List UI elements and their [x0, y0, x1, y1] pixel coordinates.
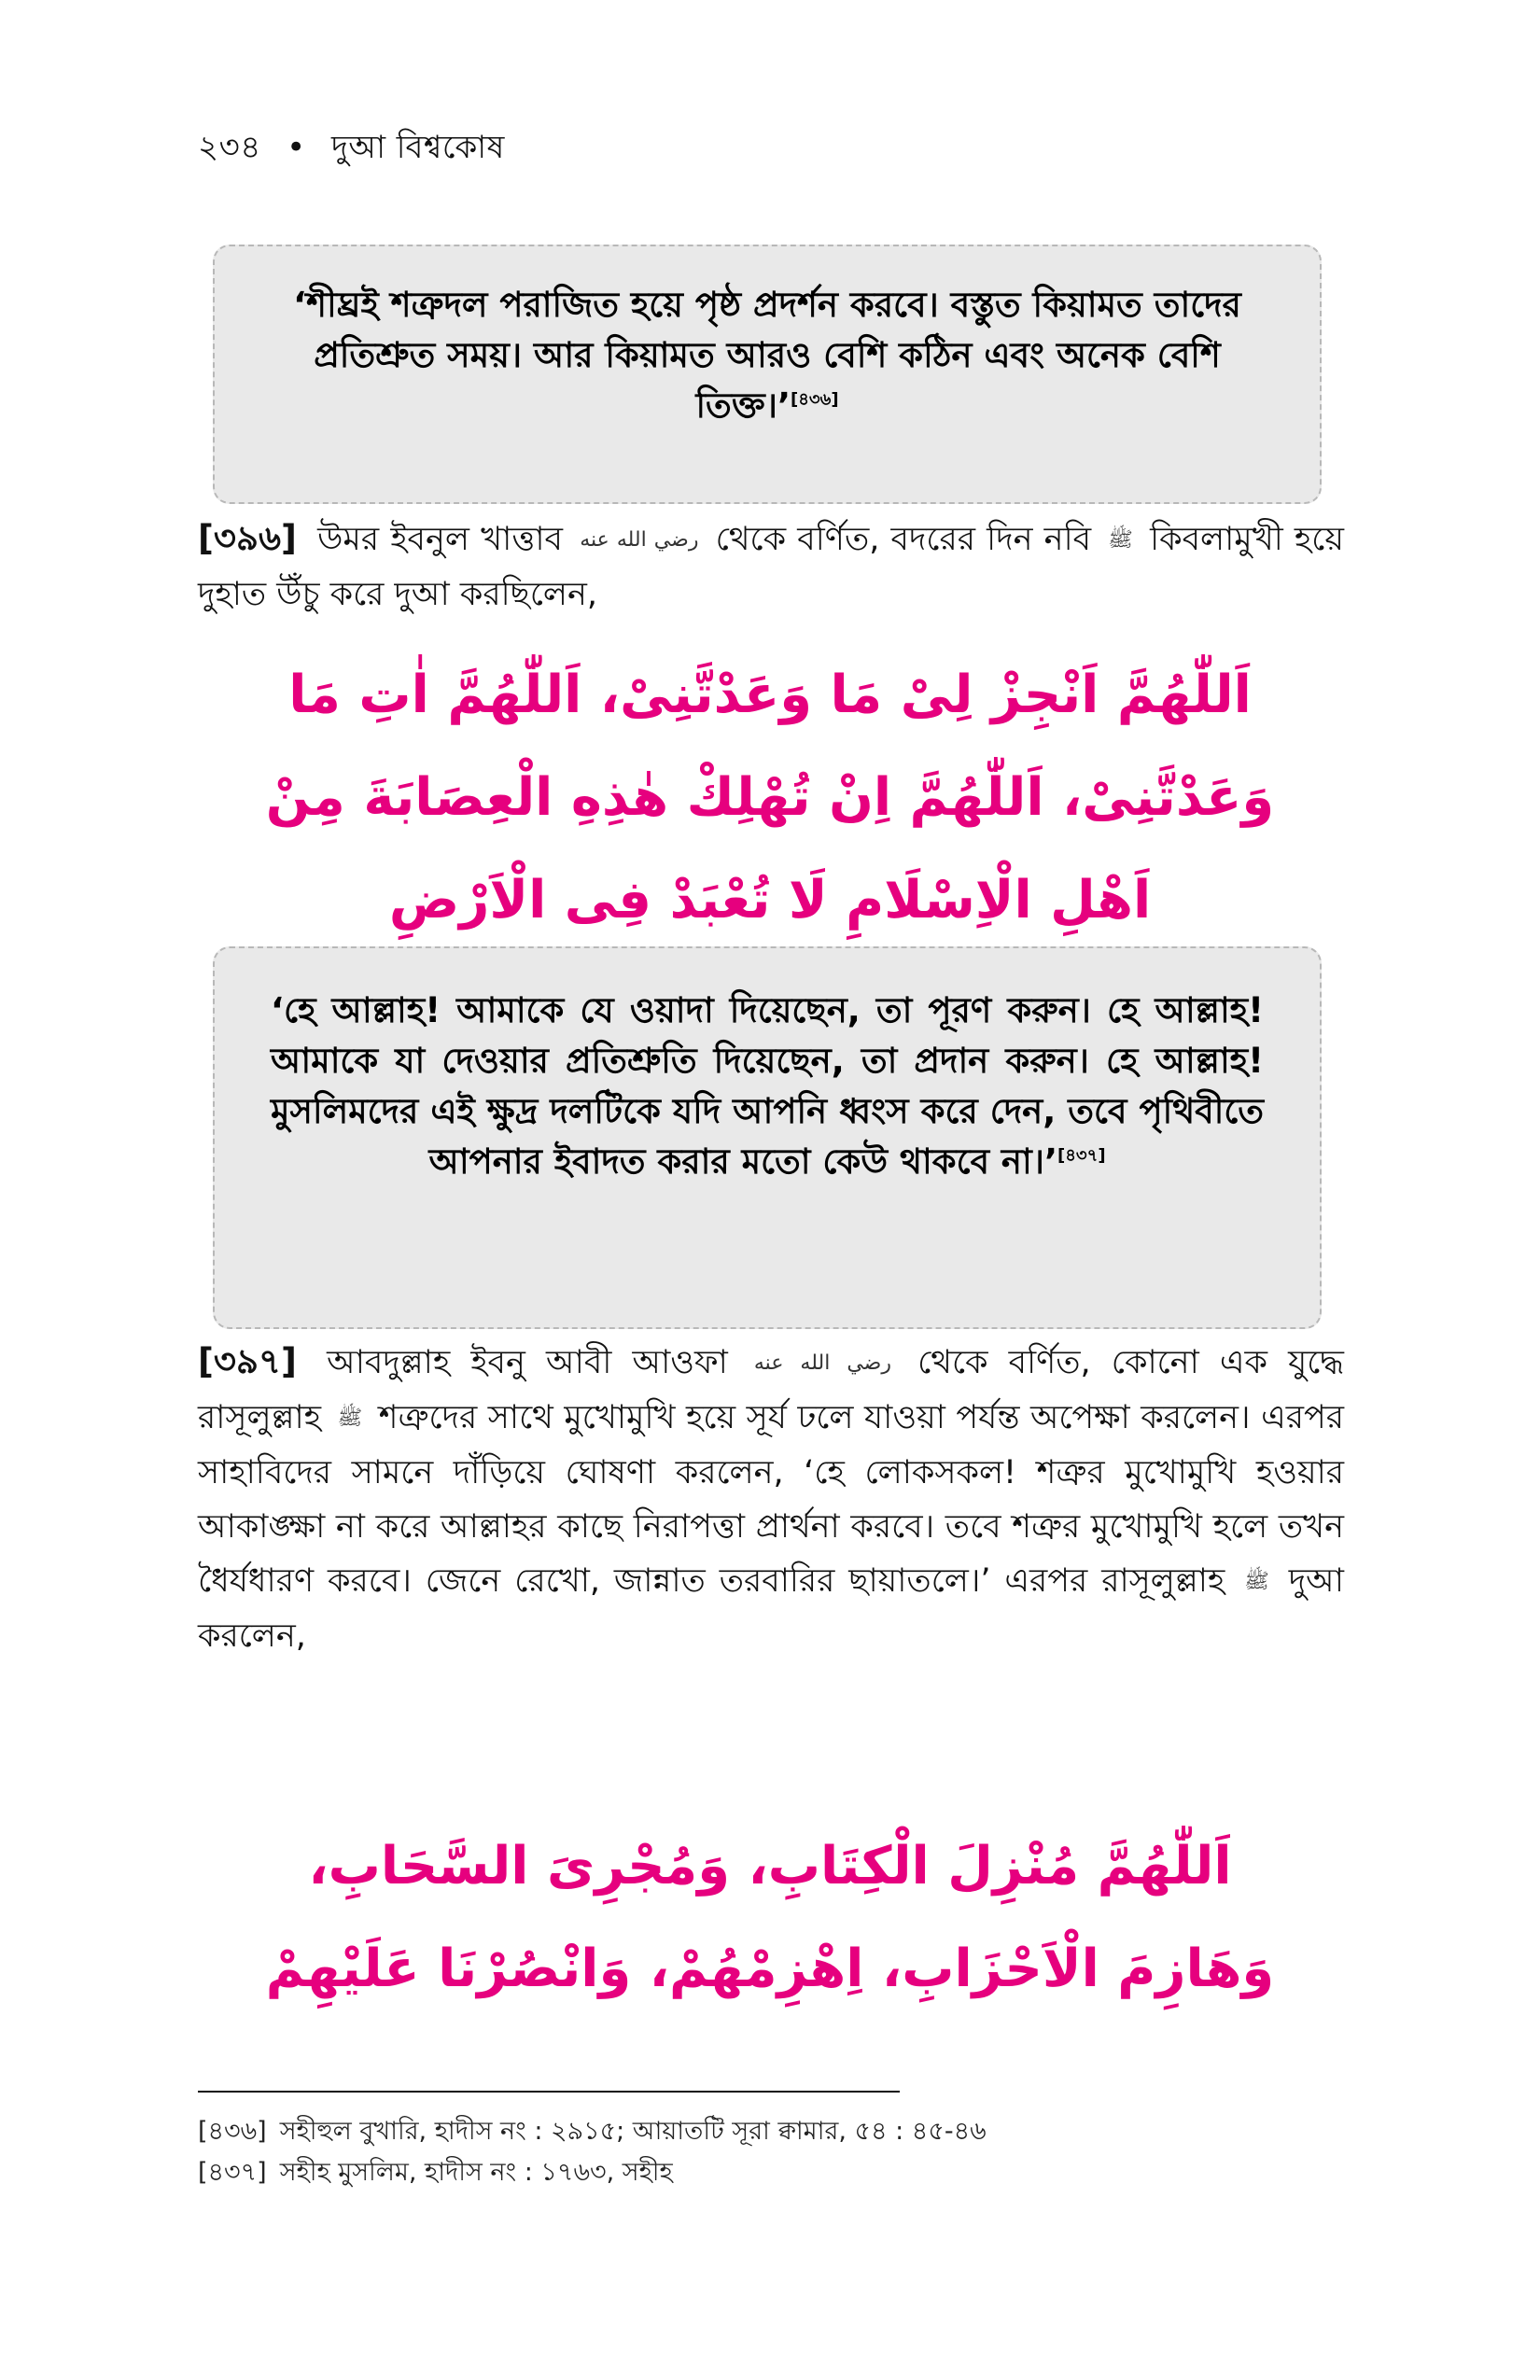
footnote-divider: [198, 2091, 900, 2093]
translation-box-1: [213, 245, 1322, 504]
translation-box-2: [213, 946, 1322, 1329]
footnote-number: [৪৩৬]: [198, 2117, 267, 2146]
footnote-436: [198, 2111, 1344, 2152]
book-title: দুআ বিশ্বকোষ: [330, 129, 505, 166]
page-number: ২৩৪: [198, 129, 261, 166]
footnote-ref-437[interactable]: [৪৩৭]: [1057, 1145, 1106, 1166]
radiallahu-anhu-icon: رضي الله عنه: [753, 1351, 891, 1375]
hadith-text: থেকে বর্ণিত, বদরের দিন নবি: [715, 521, 1092, 558]
translation-text: ‘হে আল্লাহ! আমাকে যে ওয়াদা দিয়েছেন, তা পূরণ করুন। হে আল্লাহ! আমাকে যা দেওয়ার প্রতিশ্রুতি দিয়েছেন, তা প্রদান করুন। হে আল্লাহ! মুসলিমদের এই ক্ষুদ্র দলটিকে যদি আপনি ধ্বংস করে দেন, তবে পৃথিবীতে আপনার ইবাদত করার মতো কেউ থাকবে না।’: [271, 990, 1264, 1182]
footnote-ref-436[interactable]: [৪৩৬]: [791, 389, 839, 410]
hadith-number: [৩৯৭]: [198, 1341, 297, 1381]
salawat-icon: ﷺ: [1108, 528, 1133, 552]
hadith-text: শত্রুদের সাথে মুখোমুখি হয়ে সূর্য ঢলে যাওয়া পর্যন্ত অপেক্ষা করলেন। এরপর সাহাবিদের সামনে দাঁড়িয়ে ঘোষণা করলেন, ‘হে লোকসকল! শত্রুর মুখোমুখি হওয়ার আকাঙ্ক্ষা না করে আল্লাহর কাছে নিরাপত্তা প্রার্থনা করবে। তবে শত্রুর মুখোমুখি হলে তখন ধৈর্যধারণ করবে। জেনে রেখো, জান্নাত তরবারির ছায়াতলে।’ এরপর রাসূলুল্লাহ: [198, 1399, 1344, 1600]
translation-text: ‘শীঘ্রই শত্রুদল পরাজিত হয়ে পৃষ্ঠ প্রদর্শন করবে। বস্তুত কিয়ামত তাদের প্রতিশ্রুত সময়। আর কিয়ামত আরও বেশি কঠিন এবং অনেক বেশি তিক্ত।’: [293, 285, 1241, 426]
running-head: [198, 123, 505, 176]
radiallahu-anhu-icon: رضي الله عنه: [580, 528, 699, 552]
hadith-text: কিবলামুখী হয়ে দুহাত উঁচু করে দুআ করছিলেন,: [198, 521, 1344, 613]
hadith-396: [198, 511, 1344, 622]
bullet-separator: •: [287, 129, 306, 166]
arabic-dua-2: اَللّٰهُمَّ مُنْزِلَ الْكِتَابِ، وَمُجْرِیَ السَّحَابِ، وَهَازِمَ الْاَحْزَابِ، اِهْزِمْهُمْ، وَانْصُرْنَا عَلَيْهِمْ: [265, 1836, 1275, 1999]
hadith-text: থেকে বর্ণিত, কোনো এক যুদ্ধে রাসূলুল্লাহ: [198, 1344, 1344, 1436]
footnotes: [198, 2111, 1344, 2193]
salawat-icon: ﷺ: [337, 1407, 363, 1430]
footnote-number: [৪৩৭]: [198, 2158, 267, 2187]
footnote-437: [198, 2152, 1344, 2193]
footnote-text: সহীহুল বুখারি, হাদীস নং : ২৯১৫; আয়াতটি সূরা ক্বামার, ৫৪ : ৪৫-৪৬: [279, 2117, 987, 2146]
hadith-397: [198, 1335, 1344, 1663]
hadith-text: আবদুল্লাহ ইবনু আবী আওফা: [327, 1344, 728, 1381]
hadith-text: দুআ করলেন,: [198, 1562, 1344, 1655]
salawat-icon: ﷺ: [1244, 1570, 1269, 1593]
hadith-number: [৩৯৬]: [198, 518, 297, 558]
arabic-dua-1: اَللّٰهُمَّ اَنْجِزْ لِیْ مَا وَعَدْتَّنِیْ، اَللّٰهُمَّ اٰتِ مَا وَعَدْتَّنِیْ، اَللّٰهُمَّ اِنْ تُهْلِكْ هٰذِهِ الْعِصَابَةَ مِنْ اَهْلِ الْاِسْلَامِ لَا تُعْبَدْ فِی الْاَرْضِ: [265, 665, 1275, 931]
footnote-text: সহীহ মুসলিম, হাদীস নং : ১৭৬৩, সহীহ: [279, 2158, 673, 2187]
hadith-text: উমর ইবনুল খাত্তাব: [317, 521, 563, 558]
